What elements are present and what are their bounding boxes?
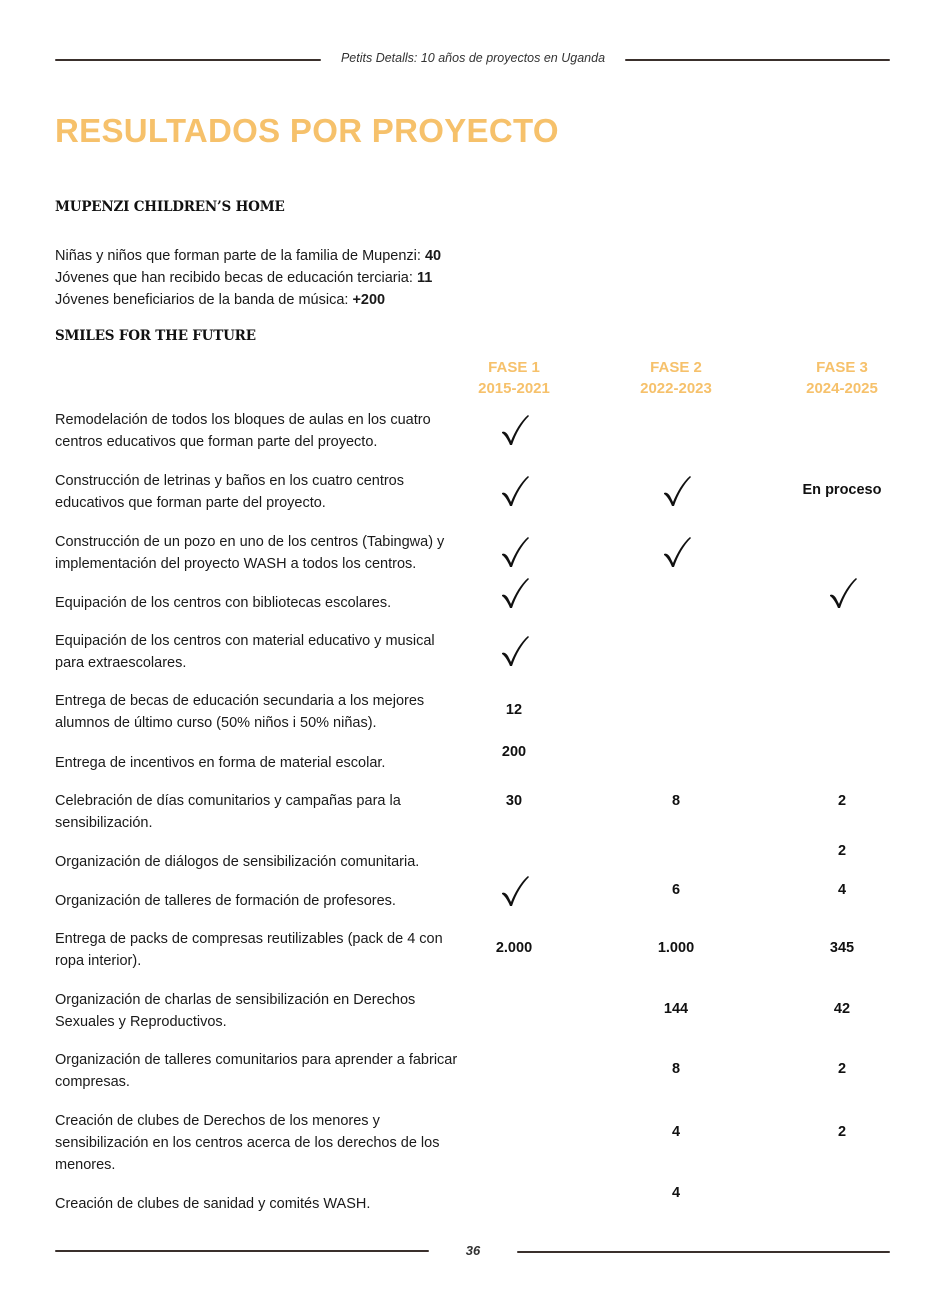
task-description: Equipación de los centros con material educativo y musical para extraescolares. <box>55 633 435 671</box>
phase-3-value: 2 <box>837 1124 847 1140</box>
task-description: Creación de clubes de sanidad y comités WASH. <box>55 1196 371 1212</box>
checkmark-icon <box>500 874 530 908</box>
phase-header-1 <box>449 357 579 399</box>
phase-1-value: 200 <box>501 744 527 760</box>
task-description: Equipación de los centros con bibliotecas escolares. <box>55 595 392 611</box>
footer-rule-left <box>55 1250 429 1252</box>
stat-tertiary-scholarships: Jóvenes que han recibido becas de educación terciaria: 11 <box>55 270 433 286</box>
phase-1-value: 30 <box>505 793 523 809</box>
checkmark-icon <box>500 474 530 508</box>
stat-value: 40 <box>424 248 442 264</box>
phase-2-value: 8 <box>671 1061 681 1077</box>
stat-music-band: Jóvenes beneficiarios de la banda de música: +200 <box>55 292 386 308</box>
phase-2-value: 144 <box>663 1001 689 1017</box>
phase-3-value: 42 <box>833 1001 851 1017</box>
phase-header-3 <box>777 357 907 399</box>
checkmark-icon <box>500 535 530 569</box>
stat-mupenzi-children: Niñas y niños que forman parte de la familia de Mupenzi: 40 <box>55 248 442 264</box>
phase-3-value: 345 <box>829 940 855 956</box>
task-description: Organización de charlas de sensibilización en Derechos Sexuales y Reproductivos. <box>55 992 416 1030</box>
task-description: Entrega de becas de educación secundaria a los mejores alumnos de último curso (50% niños i 50% niñas). <box>55 693 425 731</box>
phase-2-value: 1.000 <box>657 940 695 956</box>
task-description: Organización de diálogos de sensibilización comunitaria. <box>55 854 420 870</box>
phase-1-value: 2.000 <box>495 940 533 956</box>
task-description: Organización de talleres comunitarios para aprender a fabricar compresas. <box>55 1052 458 1090</box>
phase-header-2 <box>611 357 741 399</box>
checkmark-icon <box>500 634 530 668</box>
phase-years: 2022-2023 <box>640 380 712 397</box>
phase-3-value: 2 <box>837 843 847 859</box>
phase-years: 2024-2025 <box>806 380 878 397</box>
checkmark-icon <box>662 535 692 569</box>
page-number: 36 <box>465 1243 481 1258</box>
phase-years: 2015-2021 <box>478 380 550 397</box>
phase-3-value: 2 <box>837 1061 847 1077</box>
phase-2-value: 4 <box>671 1185 681 1201</box>
phase-name: FASE 2 <box>650 359 702 376</box>
task-description: Creación de clubes de Derechos de los menores y sensibilización en los centros acerca de los derechos de los menores. <box>55 1113 440 1173</box>
phase-2-value: 8 <box>671 793 681 809</box>
checkmark-icon <box>662 474 692 508</box>
task-description: Construcción de un pozo en uno de los centros (Tabingwa) y implementación del proyecto WASH a todos los centros. <box>55 534 445 572</box>
task-description: Entrega de packs de compresas reutilizables (pack de 4 con ropa interior). <box>55 931 443 969</box>
phase-2-value: 4 <box>671 1124 681 1140</box>
phase-3-value: 4 <box>837 882 847 898</box>
phase-1-value: 12 <box>505 702 523 718</box>
checkmark-icon <box>828 576 858 610</box>
stat-value: 11 <box>416 270 433 286</box>
phase-2-value: 6 <box>671 882 681 898</box>
section-title-mupenzi: MUPENZI CHILDREN’S HOME <box>55 199 285 215</box>
running-header-text: Petits Detalls: 10 años de proyectos en Uganda <box>327 51 619 65</box>
header-rule-right <box>625 59 890 61</box>
task-description: Celebración de días comunitarios y campañas para la sensibilización. <box>55 793 401 831</box>
footer-rule-right <box>517 1251 890 1253</box>
running-header <box>0 51 946 65</box>
checkmark-icon <box>500 413 530 447</box>
phase-3-value: En proceso <box>802 482 882 498</box>
phase-name: FASE 3 <box>816 359 868 376</box>
task-description: Remodelación de todos los bloques de aulas en los cuatro centros educativos que forman parte del proyecto. <box>55 412 431 450</box>
section-title-smiles: SMILES FOR THE FUTURE <box>55 328 256 344</box>
stat-value: +200 <box>352 292 386 308</box>
task-description: Entrega de incentivos en forma de material escolar. <box>55 755 386 771</box>
phase-3-value: 2 <box>837 793 847 809</box>
checkmark-icon <box>500 576 530 610</box>
page-title: RESULTADOS POR PROYECTO <box>55 112 559 149</box>
task-description: Construcción de letrinas y baños en los cuatro centros educativos que forman parte del proyecto. <box>55 473 404 511</box>
task-description: Organización de talleres de formación de profesores. <box>55 893 396 909</box>
phase-name: FASE 1 <box>488 359 540 376</box>
